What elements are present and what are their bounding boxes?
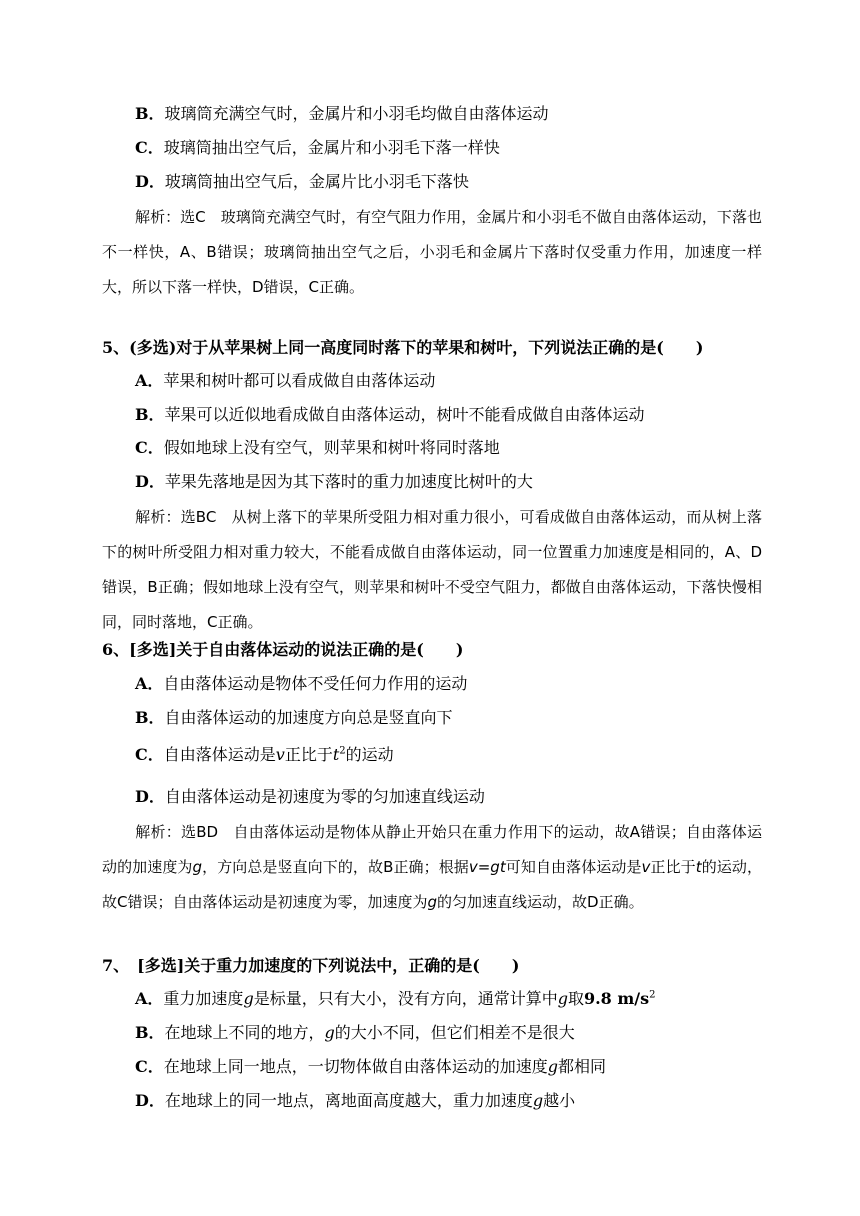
option-text: 自由落体运动的加速度方向总是竖直向下 xyxy=(164,708,453,727)
formula: v=gt xyxy=(468,858,506,876)
option-text: 重力加速度 xyxy=(163,989,244,1008)
option-text: 在地球上不同的地方， xyxy=(164,1023,325,1042)
option-text: 在地球上同一地点，一切物体做自由落体运动的加速度 xyxy=(163,1057,548,1076)
q5-option-d xyxy=(135,471,533,493)
explanation-text: 的匀加速直线运动，故D正确。 xyxy=(437,893,644,911)
var-t: t xyxy=(332,745,340,764)
option-text: 的大小不同，但它们相差不是很大 xyxy=(334,1023,575,1042)
option-letter: B． xyxy=(135,1023,165,1042)
option-text: 苹果和树叶都可以看成做自由落体运动 xyxy=(163,371,436,390)
q4-option-d xyxy=(135,171,469,193)
option-text: 自由落体运动是物体不受任何力作用的运动 xyxy=(163,674,468,693)
option-letter: C． xyxy=(135,1057,164,1076)
explanation-text: 的运动，故C错误；自由落体运动是初速度为零，加速度为 xyxy=(102,858,762,911)
q6-option-d xyxy=(135,786,485,808)
q6-option-c xyxy=(135,744,394,766)
option-letter: B． xyxy=(135,708,165,727)
var-v: v xyxy=(641,858,651,876)
q7-stem: 7、 [多选]关于重力加速度的下列说法中，正确的是( ) xyxy=(102,956,520,975)
option-text: 苹果可以近似地看成做自由落体运动，树叶不能看成做自由落体运动 xyxy=(164,405,645,424)
option-letter: A． xyxy=(135,989,164,1008)
option-text: 玻璃筒抽出空气后，金属片和小羽毛下落一样快 xyxy=(163,138,500,157)
explanation-text: 正比于 xyxy=(650,858,696,876)
var-g: g xyxy=(243,989,254,1008)
q7-option-d xyxy=(135,1090,575,1112)
option-text: 在地球上的同一地点，离地面高度越大，重力加速度 xyxy=(164,1091,533,1110)
option-text: 的运动 xyxy=(345,745,394,764)
q7-option-c xyxy=(135,1056,606,1078)
option-letter: B． xyxy=(135,405,165,424)
explanation-text: 解析：选C 玻璃筒充满空气时，有空气阻力作用，金属片和小羽毛不做自由落体运动，下落也不一样快，A、B错误；玻璃筒抽出空气之后，小羽毛和金属片下落时仅受重力作用，加速度一样大，所以下落一样快，D错误，C正确。 xyxy=(102,208,762,296)
option-letter: B． xyxy=(135,104,165,123)
var-g: g xyxy=(427,893,438,911)
exponent: 2 xyxy=(649,989,656,1001)
q5-stem: 5、(多选)对于从苹果树上同一高度同时落下的苹果和树叶，下列说法正确的是( ) xyxy=(102,338,704,357)
explanation-text: 可知自由落体运动是 xyxy=(505,858,642,876)
q5-explanation xyxy=(102,500,762,640)
option-letter: A． xyxy=(135,371,164,390)
option-text: 假如地球上没有空气，则苹果和树叶将同时落地 xyxy=(163,438,500,457)
var-g: g xyxy=(547,1057,559,1076)
option-letter: C． xyxy=(135,745,164,764)
option-letter: D． xyxy=(135,787,165,806)
q5-option-a xyxy=(135,370,435,392)
option-letter: A． xyxy=(135,674,164,693)
q6-option-b xyxy=(135,707,453,729)
option-text: 玻璃筒充满空气时，金属片和小羽毛均做自由落体运动 xyxy=(164,104,549,123)
option-text: 都相同 xyxy=(558,1057,607,1076)
option-text: 苹果先落地是因为其下落时的重力加速度比树叶的大 xyxy=(164,472,533,491)
q5-option-c xyxy=(135,437,500,459)
option-text: 是标量，只有大小，没有方向，通常计算中 xyxy=(253,989,558,1008)
option-letter: D． xyxy=(135,1091,165,1110)
q4-option-c xyxy=(135,137,500,159)
exponent: 2 xyxy=(339,745,346,757)
option-letter: C． xyxy=(135,438,164,457)
q7-option-a xyxy=(135,988,656,1010)
var-t: t xyxy=(695,858,702,876)
var-g: g xyxy=(324,1023,335,1042)
var-g: g xyxy=(557,989,568,1008)
option-text: 越小 xyxy=(543,1091,576,1110)
option-text: 玻璃筒抽出空气后，金属片比小羽毛下落快 xyxy=(164,172,469,191)
q6-stem: 6、[多选]关于自由落体运动的说法正确的是( ) xyxy=(102,640,464,659)
var-v: v xyxy=(275,745,285,764)
option-text: 自由落体运动是初速度为零的匀加速直线运动 xyxy=(164,787,485,806)
q6-explanation xyxy=(102,815,762,920)
value: 9.8 m/s xyxy=(583,989,650,1008)
q4-explanation xyxy=(102,200,762,305)
q6-option-a xyxy=(135,673,467,695)
q5-option-b xyxy=(135,404,645,426)
var-g: g xyxy=(192,858,203,876)
q7-option-b xyxy=(135,1022,575,1044)
option-letter: D． xyxy=(135,172,165,191)
option-letter: C． xyxy=(135,138,164,157)
explanation-text: 解析：选BC 从树上落下的苹果所受阻力相对重力很小，可看成做自由落体运动，而从树上落下的树叶所受阻力相对重力较大，不能看成做自由落体运动，同一位置重力加速度是相同的，A、D错误，B正确；假如地球上没有空气，则苹果和树叶不受空气阻力，都做自由落体运动，下落快慢相同，同时落地，C正确。 xyxy=(102,508,762,631)
explanation-text: ，方向总是竖直向下的，故B正确；根据 xyxy=(202,858,469,876)
option-text: 正比于 xyxy=(284,745,333,764)
option-text: 自由落体运动是 xyxy=(163,745,276,764)
q4-option-b xyxy=(135,103,549,125)
option-text: 取 xyxy=(567,989,584,1008)
option-letter: D． xyxy=(135,472,165,491)
explanation-text: 解析：选BD 自由落体运动是物体从静止开始只在重力作用下的运动，故A错误；自由落体运动的加速度为 xyxy=(102,823,762,876)
var-g: g xyxy=(532,1091,544,1110)
